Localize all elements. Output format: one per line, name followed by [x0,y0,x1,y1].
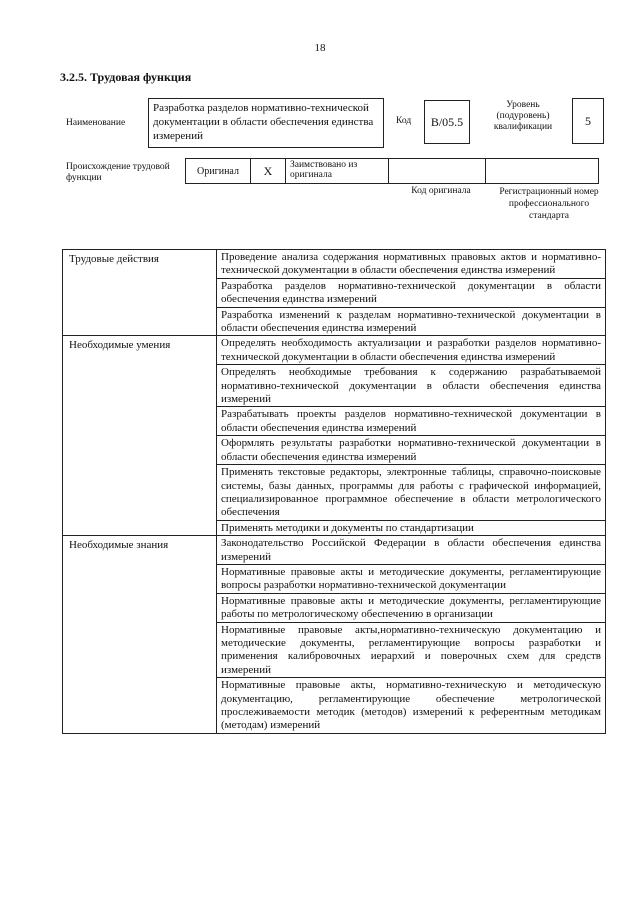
registration-number-cell [485,158,599,184]
table-row [63,250,606,279]
level-label: Уровень (подуровень) квалификации [493,100,553,132]
list-item: Разработка изменений к разделам нормативно-технической документации в области обеспечения единства измерений [217,307,606,336]
code-value: B/05.5 [424,100,470,144]
list-item: Разработка разделов нормативно-технической документации в области обеспечения единства измерений [217,278,606,307]
section-title: 3.2.5. Трудовая функция [60,70,192,84]
original-label: Оригинал [185,158,251,184]
function-name-field: Разработка разделов нормативно-технической документации в области обеспечения единства измерений [148,98,384,148]
category-required-skills: Необходимые умения [63,336,217,536]
list-item: Применять методики и документы по стандартизации [217,520,606,535]
registration-label: Регистрационный номер профессионального стандарта [499,187,599,221]
origin-row [186,158,599,184]
code-label: Код [396,116,412,126]
list-item: Нормативные правовые акты и методические документы, регламентирующие работы по метрологическому обеспечению в организации [217,593,606,622]
table-row [63,536,606,565]
list-item: Проведение анализа содержания нормативных правовых актов и нормативно-технической документации в области обеспечения единства измерений [217,250,606,279]
labor-function-table [62,249,606,734]
borrowed-label: Заимствовано из оригинала [285,158,389,184]
list-item: Нормативные правовые акты и методические документы, регламентирующие вопросы разработки нормативно-технической документации [217,564,606,593]
category-required-knowledge: Необходимые знания [63,536,217,734]
original-mark: X [250,158,286,184]
original-code-cell [388,158,486,184]
list-item: Определять необходимость актуализации и разработки разделов нормативно-технической документации в области обеспечения единства измерений [217,336,606,365]
name-label: Наименование [66,118,126,128]
list-item: Применять текстовые редакторы, электронные таблицы, справочно-поисковые системы, базы данных, программы для работы с графической информацией, специализированное программное обеспечение в области метрологического обеспечения [217,465,606,521]
list-item: Законодательство Российской Федерации в области обеспечения единства измерений [217,536,606,565]
origin-label: Происхождение трудовой функции [66,162,170,183]
list-item: Нормативные правовые акты,нормативно-техническую документацию и методические документы, регламентирующие вопросы разработки и применения калибровочных иерархий и поверочных схем для средств измерений [217,622,606,678]
page-number: 18 [314,42,326,54]
list-item: Нормативные правовые акты, нормативно-техническую и методическую документацию, регламентирующие обеспечение метрологической прослеживаемости методик (методов) измерений к референтным методикам (методам) измерений [217,678,606,734]
level-value: 5 [572,98,604,144]
list-item: Оформлять результаты разработки нормативно-технической документации в области обеспечения единства измерений [217,436,606,465]
list-item: Разрабатывать проекты разделов нормативно-технической документации в области обеспечения единства измерений [217,407,606,436]
original-code-label: Код оригинала [411,186,471,196]
list-item: Определять необходимые требования к содержанию разрабатываемой нормативно-технической документации в области обеспечения единства измерений [217,365,606,407]
category-labor-actions: Трудовые действия [63,250,217,336]
table-row [63,336,606,365]
